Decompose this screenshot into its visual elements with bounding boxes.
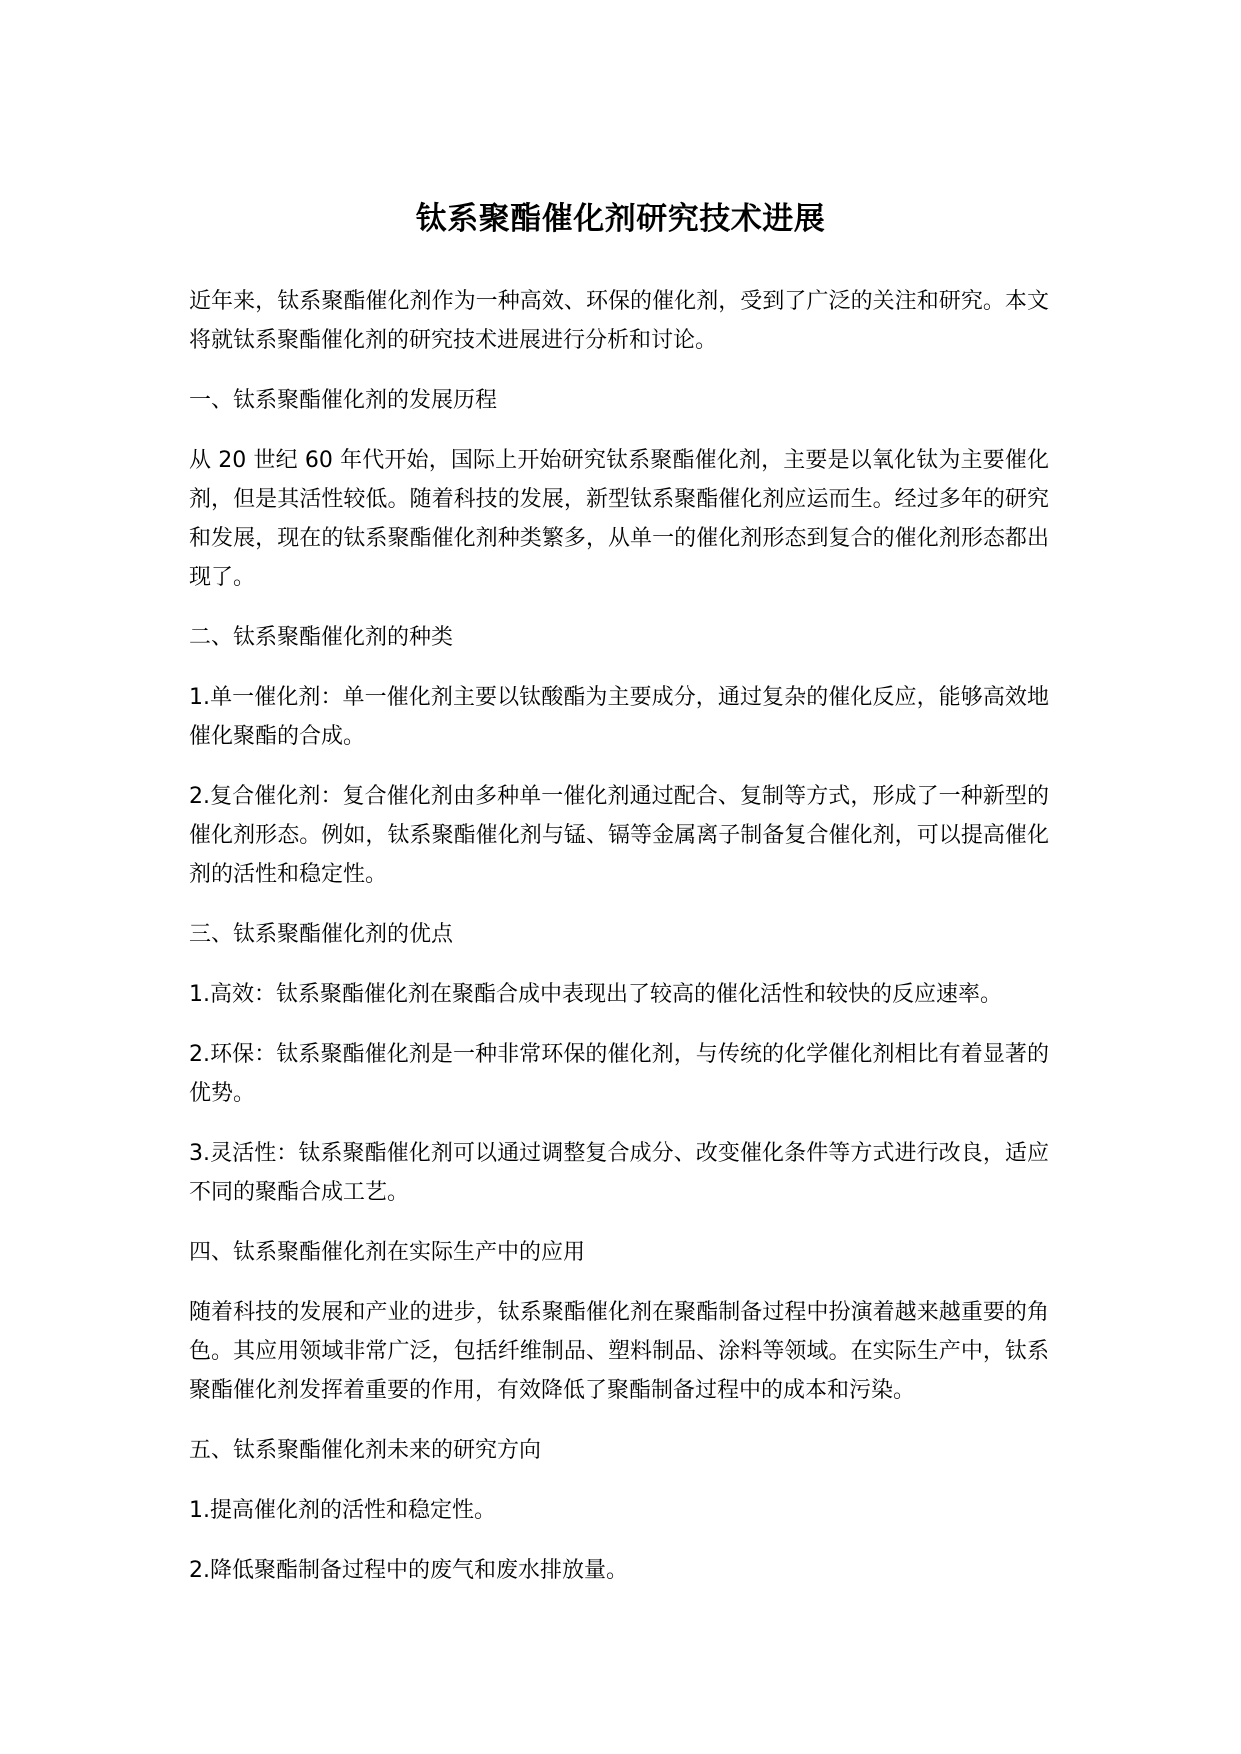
paragraph-intro: 近年来，钛系聚酯催化剂作为一种高效、环保的催化剂，受到了广泛的关注和研究。本文将就钛系聚酯催化剂的研究技术进展进行分析和讨论。 bbox=[189, 289, 1049, 353]
section-heading-5: 五、钛系聚酯催化剂未来的研究方向 bbox=[189, 1438, 542, 1463]
paragraph-direction-2: 2.降低聚酯制备过程中的废气和废水排放量。 bbox=[189, 1558, 628, 1583]
paragraph-composite-catalyst: 2.复合催化剂：复合催化剂由多种单一催化剂通过配合、复制等方式，形成了一种新型的催化剂形态。例如，钛系聚酯催化剂与锰、镉等金属离子制备复合催化剂，可以提高催化剂的活性和稳定性。 bbox=[189, 784, 1049, 887]
section-heading-4: 四、钛系聚酯催化剂在实际生产中的应用 bbox=[189, 1240, 586, 1265]
document-title: 钛系聚酯催化剂研究技术进展 bbox=[415, 200, 826, 237]
paragraph-environmental: 2.环保：钛系聚酯催化剂是一种非常环保的催化剂，与传统的化学催化剂相比有着显著的优势。 bbox=[189, 1042, 1049, 1106]
section-heading-2: 二、钛系聚酯催化剂的种类 bbox=[189, 625, 454, 650]
section-heading-3: 三、钛系聚酯催化剂的优点 bbox=[189, 922, 454, 947]
paragraph-efficiency: 1.高效：钛系聚酯催化剂在聚酯合成中表现出了较高的催化活性和较快的反应速率。 bbox=[189, 982, 1002, 1007]
paragraph-history: 从 20 世纪 60 年代开始，国际上开始研究钛系聚酯催化剂，主要是以氧化钛为主要催化剂，但是其活性较低。随着科技的发展，新型钛系聚酯催化剂应运而生。经过多年的研究和发展，现在的钛系聚酯催化剂种类繁多，从单一的催化剂形态到复合的催化剂形态都出现了。 bbox=[189, 448, 1049, 590]
section-heading-1: 一、钛系聚酯催化剂的发展历程 bbox=[189, 388, 498, 413]
document-body bbox=[189, 282, 1049, 1611]
paragraph-flexibility: 3.灵活性：钛系聚酯催化剂可以通过调整复合成分、改变催化条件等方式进行改良，适应不同的聚酯合成工艺。 bbox=[189, 1141, 1049, 1205]
paragraph-direction-1: 1.提高催化剂的活性和稳定性。 bbox=[189, 1498, 496, 1523]
paragraph-application: 随着科技的发展和产业的进步，钛系聚酯催化剂在聚酯制备过程中扮演着越来越重要的角色。其应用领域非常广泛，包括纤维制品、塑料制品、涂料等领域。在实际生产中，钛系聚酯催化剂发挥着重要的作用，有效降低了聚酯制备过程中的成本和污染。 bbox=[189, 1300, 1049, 1403]
paragraph-single-catalyst: 1.单一催化剂：单一催化剂主要以钛酸酯为主要成分，通过复杂的催化反应，能够高效地催化聚酯的合成。 bbox=[189, 685, 1049, 749]
